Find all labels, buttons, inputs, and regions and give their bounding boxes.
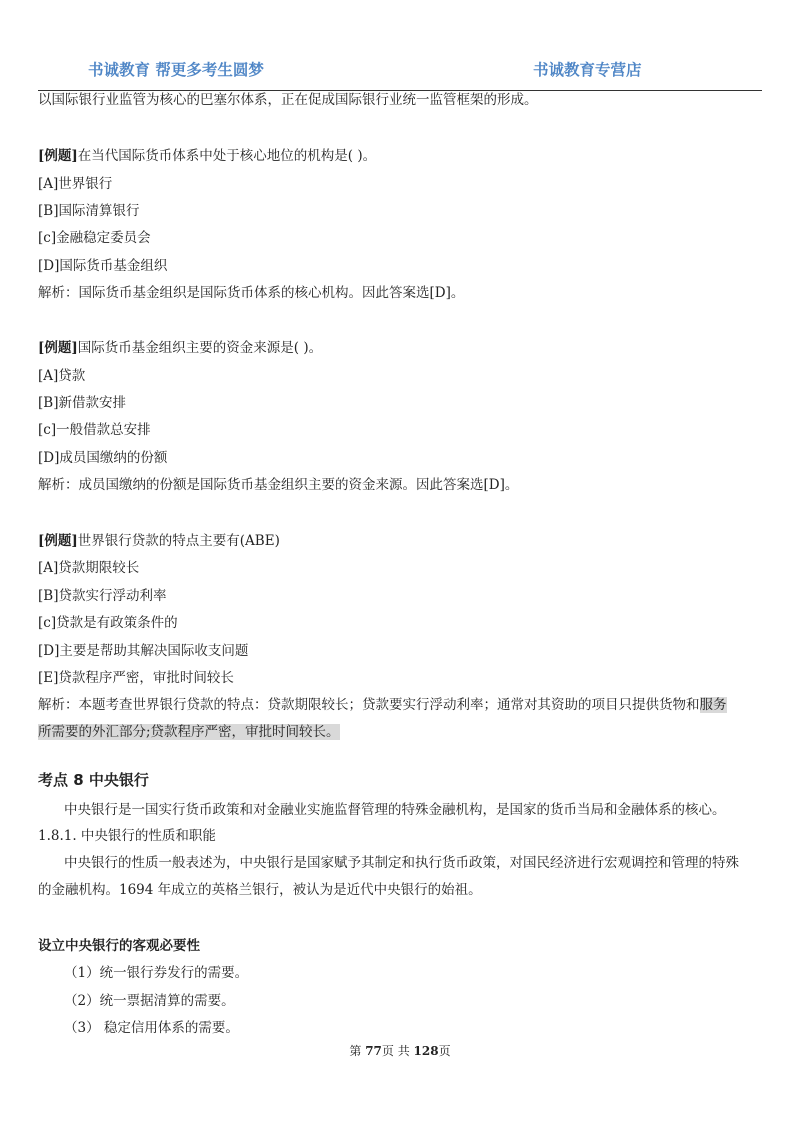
footer-suffix: 页 [438, 1044, 451, 1058]
necessity-item-2: （2）统一票据清算的需要。 [64, 993, 235, 1009]
q3-option-d: [D]主要是帮助其解决国际收支问题 [38, 643, 249, 659]
q2-option-a: [A]贷款 [38, 368, 86, 384]
q3-question [38, 531, 280, 551]
q3-answer-line2 [38, 722, 340, 742]
header-left: 书诚教育 帮更多考生圆梦 [88, 61, 264, 79]
q3-answer-text: 解析：本题考查世界银行贷款的特点：贷款期限较长；贷款要实行浮动利率；通常对其资助的项目只提供货物和 [38, 697, 700, 713]
q1-option-a: [A]世界银行 [38, 176, 113, 192]
necessity-item-1: （1）统一银行券发行的需要。 [64, 965, 249, 981]
q3-option-b: [B]贷款实行浮动利率 [38, 588, 167, 604]
q2-option-b: [B]新借款安排 [38, 395, 126, 411]
necessity-heading: 设立中央银行的客观必要性 [38, 938, 200, 954]
footer-prefix: 第 [349, 1044, 366, 1058]
q3-text: 世界银行贷款的特点主要有(ABE) [77, 533, 280, 549]
section-paragraph-2-line2: 的金融机构。1694 年成立的英格兰银行，被认为是近代中央银行的始祖。 [38, 882, 482, 898]
intro-text: 以国际银行业监管为核心的巴塞尔体系，正在促成国际银行业统一监管框架的形成。 [38, 92, 538, 108]
header-right: 书诚教育专营店 [533, 61, 642, 79]
section-paragraph-2-line1: 中央银行的性质一般表述为，中央银行是国家赋予其制定和执行货币政策，对国民经济进行宏观调控和管理的特殊 [64, 855, 739, 871]
page-number: 77 [365, 1044, 382, 1058]
q2-text: 国际货币基金组织主要的资金来源是( )。 [77, 340, 323, 356]
q2-option-c: [c]一般借款总安排 [38, 422, 151, 438]
q1-answer: 解析：国际货币基金组织是国际货币体系的核心机构。因此答案选[D]。 [38, 285, 465, 301]
page-footer [0, 1042, 800, 1059]
q3-option-e: [E]贷款程序严密，审批时间较长 [38, 670, 234, 686]
q1-tag: [例题] [38, 148, 78, 164]
subsection-title: 1.8.1. 中央银行的性质和职能 [38, 828, 216, 844]
section-title: 考点 8 中央银行 [38, 771, 149, 789]
q2-question [38, 338, 322, 358]
necessity-item-3: （3） 稳定信用体系的需要。 [64, 1020, 239, 1036]
q2-answer: 解析：成员国缴纳的份额是国际货币基金组织主要的资金来源。因此答案选[D]。 [38, 477, 519, 493]
q1-option-d: [D]国际货币基金组织 [38, 258, 168, 274]
section-paragraph-1: 中央银行是一国实行货币政策和对金融业实施监督管理的特殊金融机构，是国家的货币当局和金融体系的核心。 [64, 802, 726, 818]
q2-option-d: [D]成员国缴纳的份额 [38, 450, 168, 466]
q1-option-b: [B]国际清算银行 [38, 203, 140, 219]
q3-answer-line2-text: 所需要的外汇部分;贷款程序严密，审批时间较长。 [38, 724, 340, 740]
q3-tag: [例题] [38, 533, 78, 549]
q1-question [38, 146, 376, 166]
q3-answer-highlight: 服务 [699, 697, 727, 713]
q2-tag: [例题] [38, 340, 78, 356]
q1-text: 在当代国际货币体系中处于核心地位的机构是( )。 [77, 148, 377, 164]
q3-option-c: [c]贷款是有政策条件的 [38, 615, 178, 631]
q3-option-a: [A]贷款期限较长 [38, 560, 140, 576]
q1-option-c: [c]金融稳定委员会 [38, 230, 151, 246]
q3-answer-line1 [38, 695, 727, 715]
footer-mid: 页 共 [381, 1044, 414, 1058]
total-pages: 128 [413, 1044, 439, 1058]
page-header [38, 56, 762, 91]
